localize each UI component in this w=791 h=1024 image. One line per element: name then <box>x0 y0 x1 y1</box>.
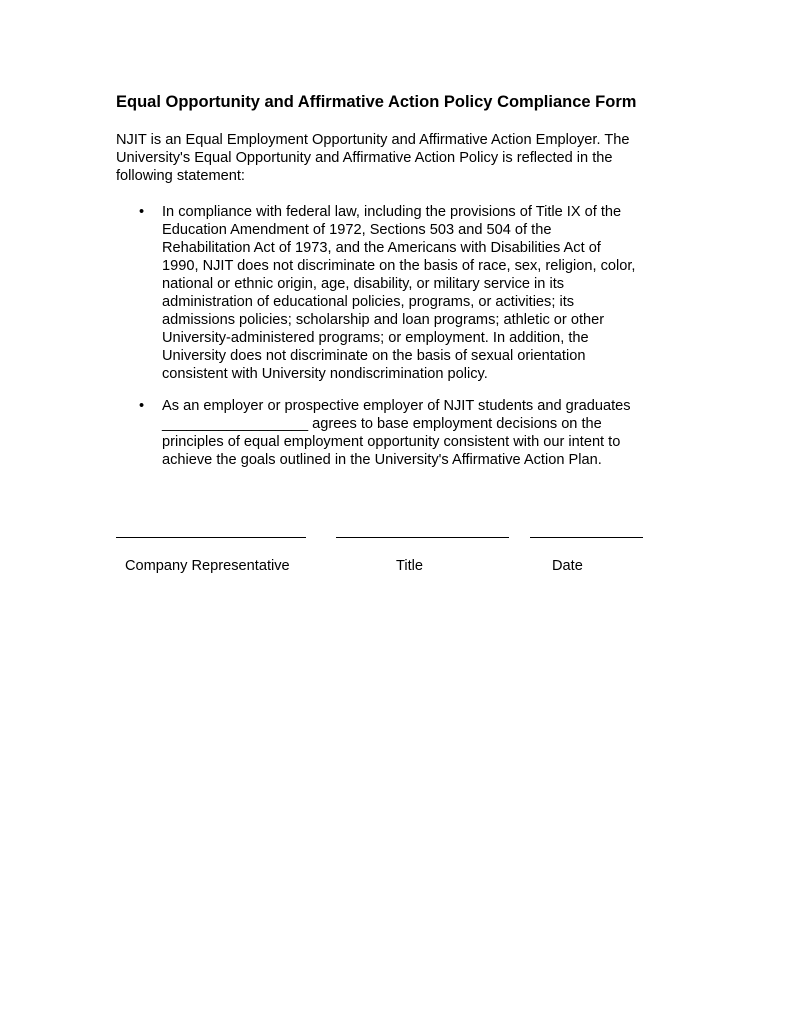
title-label: Title <box>396 558 424 574</box>
bullet-line: 1990, NJIT does not discriminate on the basis of race, sex, religion, color, <box>162 258 636 274</box>
date-label: Date <box>552 558 583 574</box>
form-title: Equal Opportunity and Affirmative Action Policy Compliance Form <box>116 93 637 111</box>
bullet-marker: • <box>139 204 145 220</box>
bullet-line: University does not discriminate on the basis of sexual orientation <box>162 348 586 364</box>
intro-line: NJIT is an Equal Employment Opportunity and Affirmative Action Employer. The <box>116 132 630 148</box>
bullet-item-employer <box>162 397 682 469</box>
bullet-line: admissions policies; scholarship and loan programs; athletic or other <box>162 312 605 328</box>
company-representative-signature-line[interactable] <box>116 537 306 538</box>
bullet-line: consistent with University nondiscrimination policy. <box>162 366 488 382</box>
bullet-marker: • <box>139 398 145 414</box>
bullet-line: Rehabilitation Act of 1973, and the Americans with Disabilities Act of <box>162 240 601 256</box>
bullet-line: national or ethnic origin, age, disability, or military service in its <box>162 276 565 292</box>
bullet-line-company-blank[interactable]: __________________ agrees to base employment decisions on the <box>162 416 602 432</box>
company-representative-label: Company Representative <box>125 558 290 574</box>
bullet-item-compliance <box>162 203 682 383</box>
bullet-line: principles of equal employment opportunity consistent with our intent to <box>162 434 621 450</box>
date-signature-line[interactable] <box>530 537 643 538</box>
bullet-line: achieve the goals outlined in the University's Affirmative Action Plan. <box>162 452 602 468</box>
intro-paragraph <box>116 131 676 185</box>
bullet-line: Education Amendment of 1972, Sections 503 and 504 of the <box>162 222 552 238</box>
bullet-line: In compliance with federal law, including the provisions of Title IX of the <box>162 204 622 220</box>
bullet-line: administration of educational policies, programs, or activities; its <box>162 294 575 310</box>
bullet-line: University-administered programs; or employment. In addition, the <box>162 330 589 346</box>
title-signature-line[interactable] <box>336 537 509 538</box>
bullet-line: As an employer or prospective employer of NJIT students and graduates <box>162 398 631 414</box>
intro-line: following statement: <box>116 168 245 184</box>
intro-line: University's Equal Opportunity and Affirmative Action Policy is reflected in the <box>116 150 613 166</box>
